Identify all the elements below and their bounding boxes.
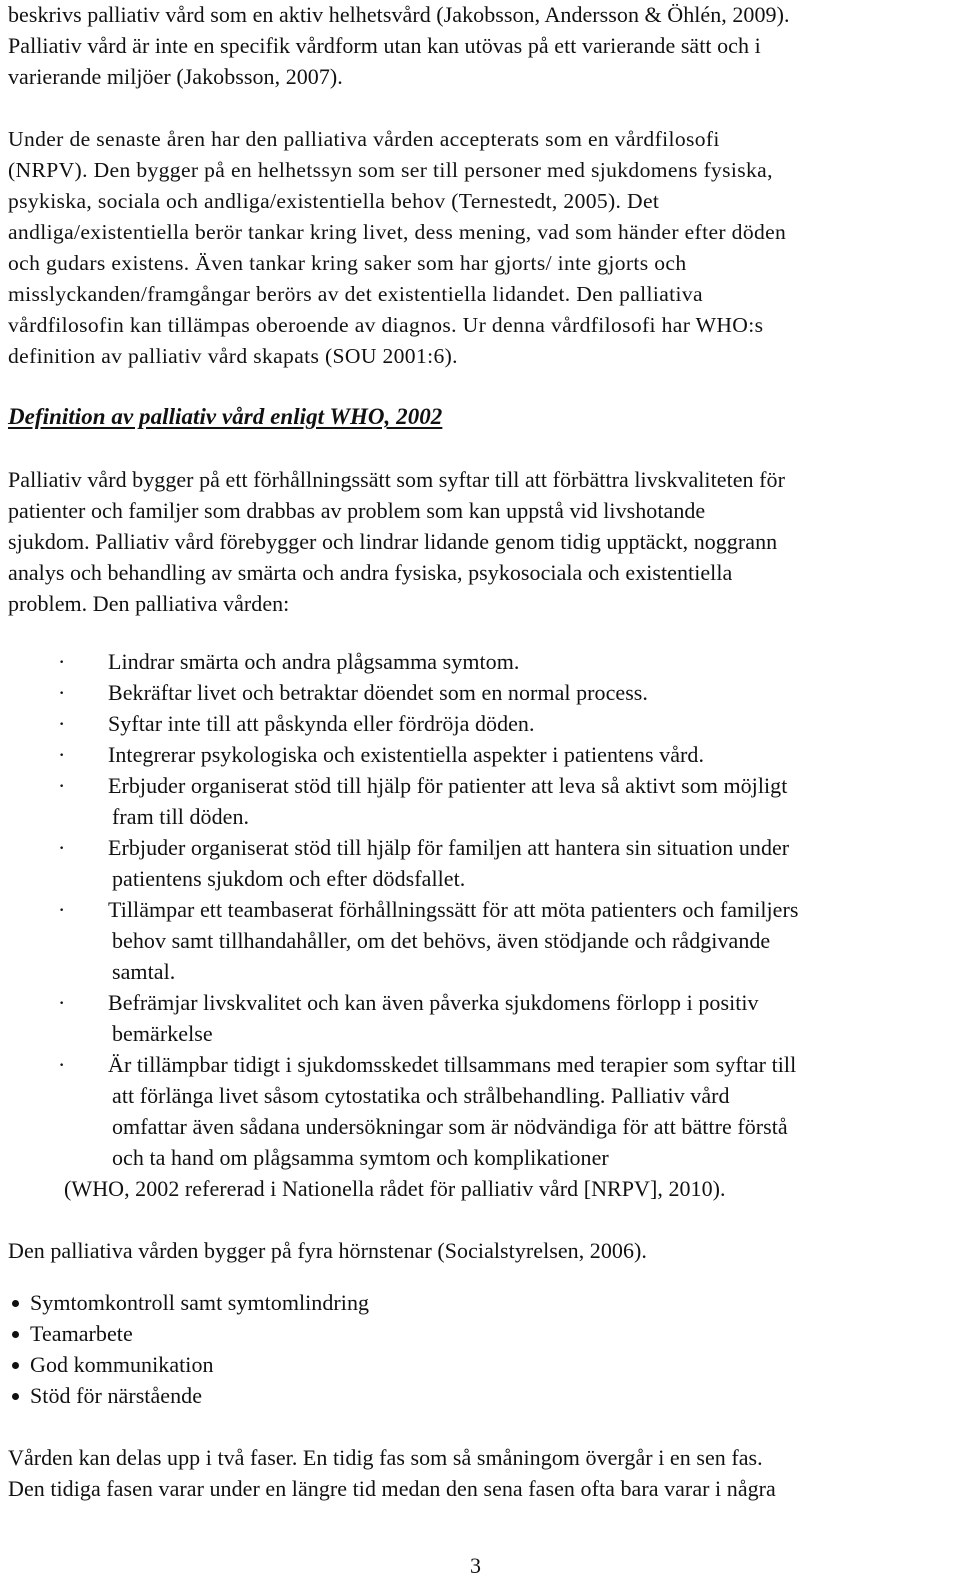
- bullet-marker: ·: [58, 680, 66, 705]
- bullet-marker: ·: [58, 773, 66, 798]
- bullet-marker: ·: [58, 990, 66, 1015]
- text-line: Vården kan delas upp i två faser. En tidig fas som så småningom övergår i en sen fas.: [8, 1445, 763, 1470]
- text-line: vårdfilosofin kan tillämpas oberoende av diagnos. Ur denna vårdfilosofi har WHO:s: [8, 313, 764, 337]
- bullet-dot-icon: [12, 1331, 19, 1338]
- text-line: problem. Den palliativa vården:: [8, 591, 290, 616]
- list-item-text: omfattar även sådana undersökningar som är nödvändiga för att bättre förstå: [112, 1114, 788, 1139]
- text-line: analys och behandling av smärta och andra fysiska, psykosociala och existentiella: [8, 560, 733, 585]
- list-item-text: och ta hand om plågsamma symtom och komplikationer: [112, 1145, 609, 1170]
- text-line: definition av palliativ vård skapats (SOU 2001:6).: [8, 344, 458, 368]
- list-item-text: Lindrar smärta och andra plågsamma symtom.: [108, 649, 520, 674]
- bullet-marker: ·: [58, 1052, 66, 1077]
- bullet-dot-icon: [12, 1300, 19, 1307]
- list-item-text: Tillämpar ett teambaserat förhållningssätt för att möta patienters och familjers: [108, 897, 799, 922]
- bullet-dot-icon: [12, 1362, 19, 1369]
- text-line: Under de senaste åren har den palliativa vården accepterats som en vårdfilosofi: [8, 127, 720, 151]
- list-item-text: Stöd för närstående: [30, 1383, 203, 1408]
- cornerstones-intro: Den palliativa vården bygger på fyra hörnstenar (Socialstyrelsen, 2006).: [8, 1238, 647, 1263]
- list-item-text: Erbjuder organiserat stöd till hjälp för patienter att leva så aktivt som möjligt: [108, 773, 788, 798]
- text-line: Palliativ vård är inte en specifik vårdform utan kan utövas på ett varierande sätt och i: [8, 33, 761, 58]
- list-item-text: God kommunikation: [30, 1352, 214, 1377]
- text-line: (NRPV). Den bygger på en helhetssyn som ser till personer med sjukdomens fysiska,: [8, 158, 773, 182]
- who-reference: (WHO, 2002 refererad i Nationella rådet för palliativ vård [NRPV], 2010).: [64, 1176, 726, 1201]
- text-line: Den tidiga fasen varar under en längre tid medan den sena fasen ofta bara varar i några: [8, 1476, 776, 1501]
- list-item-text: Befrämjar livskvalitet och kan även påverka sjukdomens förlopp i positiv: [108, 990, 759, 1015]
- section-heading: Definition av palliativ vård enligt WHO, 2002: [8, 404, 443, 429]
- list-item-text: behov samt tillhandahåller, om det behövs, även stödjande och rådgivande: [112, 928, 771, 953]
- text-line: andliga/existentiella berör tankar kring livet, dess mening, vad som händer efter döden: [8, 220, 787, 244]
- text-line: varierande miljöer (Jakobsson, 2007).: [8, 64, 343, 89]
- list-item-text: att förlänga livet såsom cytostatika och strålbehandling. Palliativ vård: [112, 1083, 730, 1108]
- text-line: sjukdom. Palliativ vård förebygger och lindrar lidande genom tidig upptäckt, noggrann: [8, 529, 778, 554]
- list-item-text: Syftar inte till att påskynda eller fördröja döden.: [108, 711, 535, 736]
- list-item-text: Bekräftar livet och betraktar döendet som en normal process.: [108, 680, 648, 705]
- list-item-text: fram till döden.: [112, 804, 250, 829]
- bullet-marker: ·: [58, 649, 66, 674]
- text-line: psykiska, sociala och andliga/existentiella behov (Ternestedt, 2005). Det: [8, 189, 660, 213]
- list-item-text: samtal.: [112, 959, 176, 984]
- text-line: beskrivs palliativ vård som en aktiv helhetsvård (Jakobsson, Andersson & Öhlén, 2009).: [8, 2, 790, 27]
- bullet-marker: ·: [58, 742, 66, 767]
- list-item-text: Är tillämpbar tidigt i sjukdomsskedet tillsammans med terapier som syftar till: [108, 1052, 797, 1077]
- bullet-dot-icon: [12, 1393, 19, 1400]
- text-line: och gudars existens. Även tankar kring saker som har gjorts/ inte gjorts och: [8, 251, 687, 275]
- bullet-marker: ·: [58, 897, 66, 922]
- page-number: 3: [470, 1553, 481, 1578]
- text-line: Palliativ vård bygger på ett förhållningssätt som syftar till att förbättra livskvaliteten för: [8, 467, 785, 492]
- list-item-text: patientens sjukdom och efter dödsfallet.: [112, 866, 466, 891]
- text-line: patienter och familjer som drabbas av problem som kan uppstå vid livshotande: [8, 498, 706, 523]
- bullet-marker: ·: [58, 835, 66, 860]
- list-item-text: Erbjuder organiserat stöd till hjälp för familjen att hantera sin situation under: [108, 835, 790, 860]
- list-item-text: Symtomkontroll samt symtomlindring: [30, 1290, 370, 1315]
- bullet-marker: ·: [58, 711, 66, 736]
- list-item-text: Integrerar psykologiska och existentiella aspekter i patientens vård.: [108, 742, 705, 767]
- list-item-text: Teamarbete: [30, 1321, 133, 1346]
- text-line: misslyckanden/framgångar berörs av det existentiella lidandet. Den palliativa: [8, 282, 703, 306]
- list-item-text: bemärkelse: [112, 1021, 213, 1046]
